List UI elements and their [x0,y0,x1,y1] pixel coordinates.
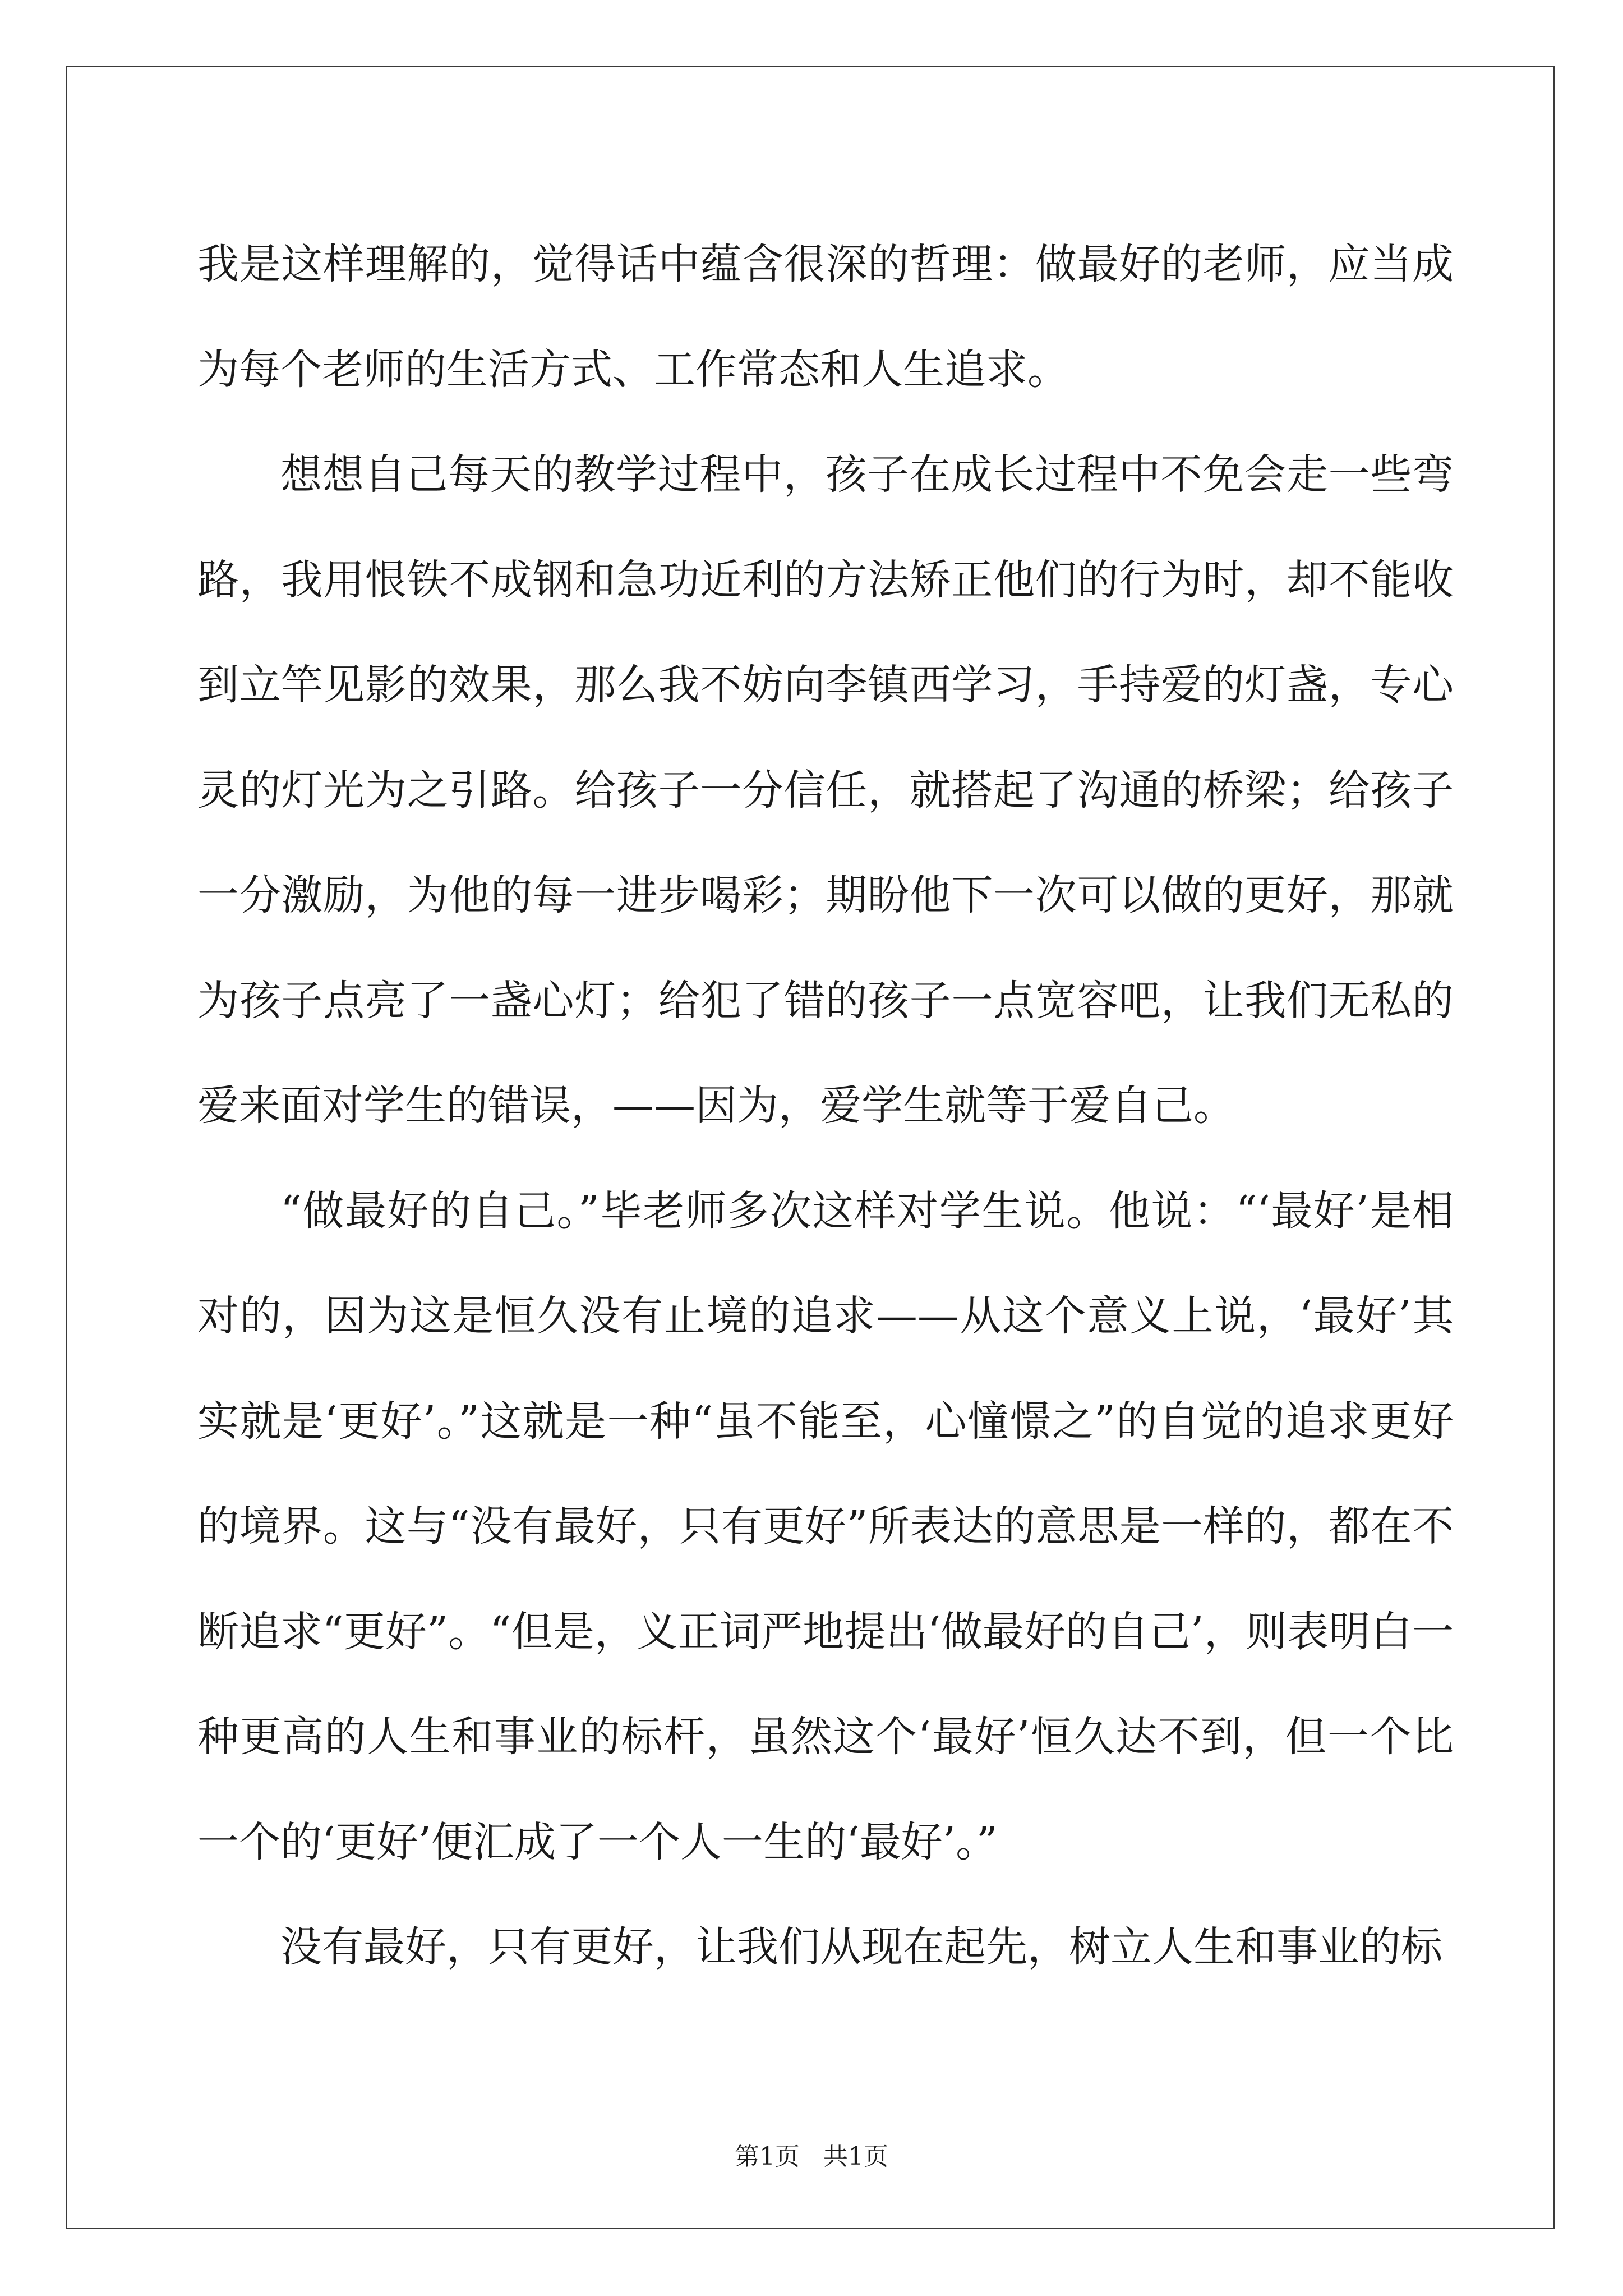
page-number-footer: 第1页 共1页 [735,2142,888,2171]
paragraph-1: 我是这样理解的，觉得话中蕴含很深的哲理：做最好的老师，应当成为每个老师的生活方式、工作常态和人生追求。 [197,240,1454,394]
paragraph-2: 想想自己每天的教学过程中，孩子在成长过程中不免会走一些弯路，我用恨铁不成钢和急功近利的方法矫正他们的行为时，却不能收到立竿见影的效果，那么我不妨向李镇西学习，手持爱的灯盏，专心灵的灯光为之引路。给孩子一分信任，就搭起了沟通的桥梁；给孩子一分激励，为他的每一进步喝彩；期盼他下一次可以做的更好，那就为孩子点亮了一盏心灯；给犯了错的孩子一点宽容吧，让我们无私的爱来面对学生的错误，——因为，爱学生就等于爱自己。 [197,450,1454,1130]
document-body [197,212,1454,2000]
paragraph-3: “做最好的自己。”毕老师多次这样对学生说。他说：“‘最好’是相对的，因为这是恒久没有止境的追求——从这个意义上说，‘最好’其实就是‘更好’。”这就是一种“虽不能至，心憧憬之”的自觉的追求更好的境界。这与“没有最好，只有更好”所表达的意思是一样的，都在不断追求“更好”。“但是，义正词严地提出‘做最好的自己’，则表明白一种更高的人生和事业的标杆，虽然这个‘最好’恒久达不到，但一个比一个的‘更好’便汇成了一个人一生的‘最好’。” [197,1186,1454,1866]
paragraph-4: 没有最好，只有更好，让我们从现在起先，树立人生和事业的标 [280,1923,1442,1971]
